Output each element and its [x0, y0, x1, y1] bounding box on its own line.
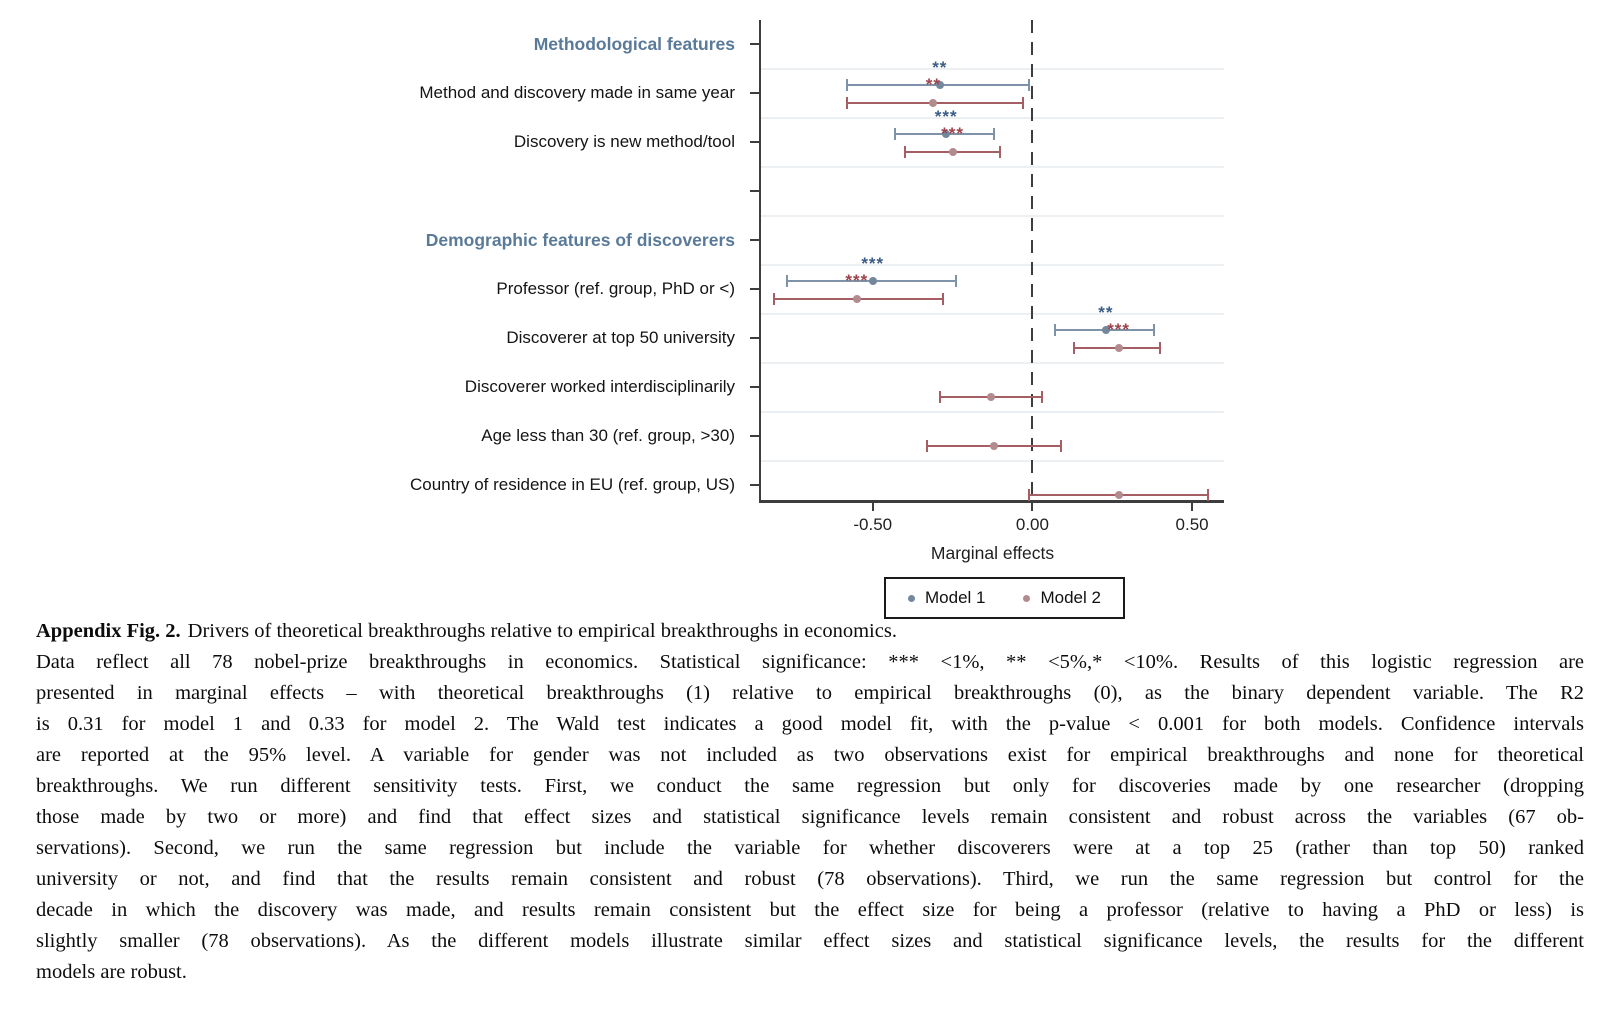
- caption-line: those made by two or more) and find that effect sizes and statistical significance levels remain consistent and robust across the variables (67 ob-: [36, 806, 1584, 828]
- plot-gridline: [761, 68, 1224, 70]
- point-model2: [949, 148, 957, 156]
- sig-stars-model2: **: [925, 75, 942, 94]
- legend-marker-icon: [1023, 595, 1030, 602]
- variable-label: Discoverer at top 50 university: [506, 328, 735, 347]
- sig-stars-model1: **: [932, 58, 948, 77]
- variable-label: Age less than 30 (ref. group, >30): [481, 426, 735, 445]
- legend-item-2: [1023, 588, 1100, 608]
- ci-cap-model2: [1073, 342, 1075, 354]
- legend-item-1: [908, 588, 985, 608]
- x-tick-label: 0.50: [1175, 515, 1209, 534]
- plot-gridline: [761, 264, 1224, 266]
- section-header-label: Demographic features of discoverers: [425, 230, 735, 250]
- plot-gridline: [761, 117, 1224, 119]
- variable-label: Country of residence in EU (ref. group, US): [409, 475, 735, 494]
- ci-cap-model1: [846, 79, 848, 91]
- point-model2: [929, 99, 937, 107]
- ci-cap-model1: [1028, 79, 1030, 91]
- variable-label: Professor (ref. group, PhD or <): [496, 279, 735, 298]
- caption-line: servations). Second, we run the same regression but include the variable for whether discoverers were at a top 25 (rather than top 50) ranked: [36, 837, 1584, 859]
- legend-label: Model 1: [925, 588, 986, 607]
- caption-line: are reported at the 95% level. A variable for gender was not included as two observations exist for empirical breakthroughs and none for theoretical: [36, 744, 1584, 766]
- legend-label: Model 2: [1040, 588, 1101, 607]
- ci-cap-model2: [1159, 342, 1161, 354]
- ci-cap-model2: [904, 146, 906, 158]
- ci-cap-model1: [894, 128, 896, 140]
- y-axis-tick: [750, 386, 759, 388]
- caption-line-1: [36, 616, 1584, 647]
- plot-gridline: [761, 313, 1224, 315]
- plot-gridline: [761, 460, 1224, 462]
- y-axis-tick: [750, 190, 759, 192]
- x-axis-line: [759, 500, 1224, 503]
- y-axis-tick: [750, 92, 759, 94]
- ci-cap-model1: [786, 275, 788, 287]
- sig-stars-model2: ***: [1107, 320, 1131, 339]
- y-axis-tick: [750, 239, 759, 241]
- ci-cap-model1: [955, 275, 957, 287]
- caption-line: presented in marginal effects – with theoretical breakthroughs (1) relative to empirical breakthroughs (0), as the binary dependent variable. The R2: [36, 682, 1584, 704]
- point-model2: [1115, 344, 1123, 352]
- caption-line: Data reflect all 78 nobel-prize breakthroughs in economics. Statistical significance: *** <1%, ** <5%,* <10%. Results of this logistic regression are: [36, 651, 1584, 673]
- y-axis-tick: [750, 337, 759, 339]
- ci-cap-model2: [773, 293, 775, 305]
- x-tick: [1031, 503, 1033, 511]
- ci-cap-model1: [1153, 324, 1155, 336]
- x-tick-label: -0.50: [853, 515, 893, 534]
- y-axis-tick: [750, 43, 759, 45]
- section-header-label: Methodological features: [533, 34, 735, 54]
- y-axis-tick: [750, 484, 759, 486]
- x-tick: [1191, 503, 1193, 511]
- point-model2: [990, 442, 998, 450]
- x-tick: [872, 503, 874, 511]
- y-axis-tick: [750, 141, 759, 143]
- figure-label: Appendix Fig. 2.: [36, 620, 181, 642]
- ci-cap-model2: [926, 440, 928, 452]
- caption-line: breakthroughs. We run different sensitivity tests. First, we conduct the same regression but only for discoveries made by one researcher (dropping: [36, 775, 1584, 797]
- ci-cap-model1: [993, 128, 995, 140]
- x-axis-title: Marginal effects: [930, 543, 1055, 563]
- plot-gridline: [761, 215, 1224, 217]
- ci-cap-model1: [1054, 324, 1056, 336]
- sig-stars-model1: **: [1098, 303, 1114, 322]
- figure-title: Drivers of theoretical breakthroughs relative to empirical breakthroughs in economics.: [187, 620, 897, 642]
- variable-label: Discoverer worked interdisciplinarily: [464, 377, 735, 396]
- y-axis-tick: [750, 288, 759, 290]
- ci-cap-model2: [1041, 391, 1043, 403]
- ci-cap-model2: [1060, 440, 1062, 452]
- caption-line: slightly smaller (78 observations). As the different models illustrate similar effect sizes and statistical significance levels, the results for the different: [36, 930, 1584, 952]
- ci-cap-model2: [1207, 489, 1209, 501]
- ci-cap-model2: [942, 293, 944, 305]
- sig-stars-model1: ***: [861, 254, 885, 273]
- variable-label: Discovery is new method/tool: [513, 132, 735, 151]
- y-axis-tick: [750, 435, 759, 437]
- sig-stars-model1: ***: [934, 107, 958, 126]
- legend-marker-icon: [908, 595, 915, 602]
- point-model2: [853, 295, 861, 303]
- ci-cap-model2: [1028, 489, 1030, 501]
- ci-cap-model2: [999, 146, 1001, 158]
- point-model2: [1115, 491, 1123, 499]
- y-axis-line: [759, 20, 761, 500]
- sig-stars-model2: ***: [941, 124, 964, 143]
- plot-gridline: [761, 166, 1224, 168]
- caption-line: is 0.31 for model 1 and 0.33 for model 2. The Wald test indicates a good model fit, with the p-value < 0.001 for both models. Confidence intervals: [36, 713, 1584, 735]
- point-model2: [987, 393, 995, 401]
- x-tick-label: 0.00: [1015, 515, 1049, 534]
- caption-line-last: models are robust.: [36, 961, 187, 983]
- variable-label: Method and discovery made in same year: [419, 83, 735, 102]
- ci-cap-model2: [846, 97, 848, 109]
- caption-line: university or not, and find that the results remain consistent and robust (78 observations). Third, we run the same regression but control for the: [36, 868, 1584, 890]
- legend-box: [884, 577, 1125, 619]
- zero-line: [1031, 20, 1033, 500]
- plot-gridline: [761, 411, 1224, 413]
- sig-stars-model2: ***: [845, 271, 869, 290]
- caption-line: decade in which the discovery was made, and results remain consistent but the effect size for being a professor (relative to having a PhD or less) is: [36, 899, 1584, 921]
- plot-gridline: [761, 362, 1224, 364]
- ci-cap-model2: [939, 391, 941, 403]
- figure-caption: [36, 616, 1584, 988]
- ci-cap-model2: [1022, 97, 1024, 109]
